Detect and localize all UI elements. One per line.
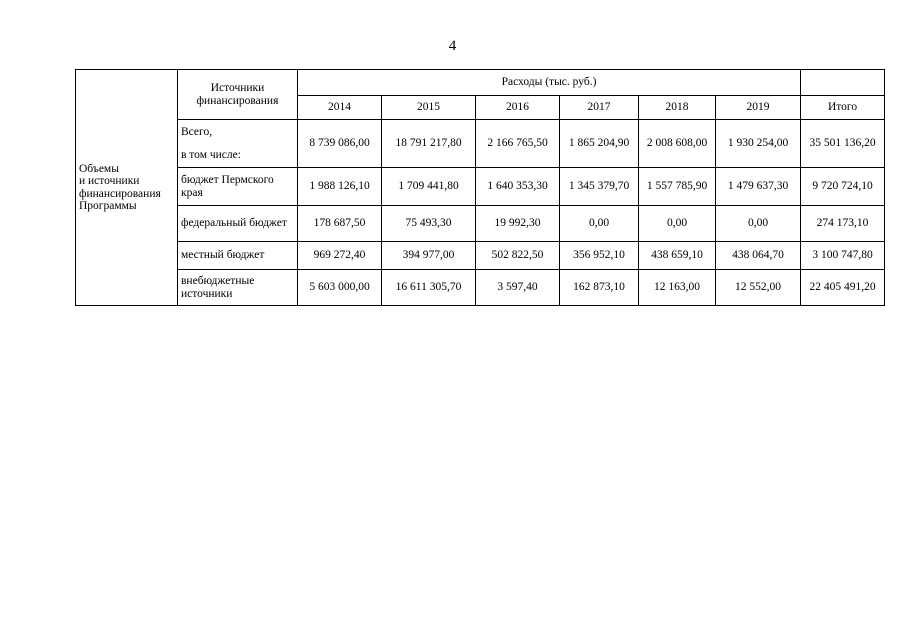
row-value: 1 557 785,90	[639, 168, 716, 206]
row-label: федеральный бюджет	[178, 206, 298, 242]
total-value: 2 008 608,00	[639, 120, 716, 168]
row-value: 394 977,00	[382, 242, 476, 270]
table-row	[76, 270, 885, 306]
row-value: 12 552,00	[716, 270, 801, 306]
year-header: 2014	[298, 96, 382, 120]
total-row-top	[76, 120, 885, 144]
year-header: 2015	[382, 96, 476, 120]
table-row	[76, 168, 885, 206]
total-label-top: Всего,	[178, 120, 298, 144]
page-number: 4	[448, 38, 457, 54]
row-label: местный бюджет	[178, 242, 298, 270]
row-value: 356 952,10	[560, 242, 639, 270]
row-value: 75 493,30	[382, 206, 476, 242]
year-header: 2018	[639, 96, 716, 120]
row-value: 178 687,50	[298, 206, 382, 242]
table-row	[76, 206, 885, 242]
total-header-blank	[801, 70, 885, 96]
year-header: 2019	[716, 96, 801, 120]
row-value: 438 659,10	[639, 242, 716, 270]
row-value: 1 345 379,70	[560, 168, 639, 206]
total-label-bottom: в том числе:	[178, 144, 298, 168]
row-value: 1 988 126,10	[298, 168, 382, 206]
row-total: 22 405 491,20	[801, 270, 885, 306]
total-value: 18 791 217,80	[382, 120, 476, 168]
row-value: 1 640 353,30	[476, 168, 560, 206]
total-sum: 35 501 136,20	[801, 120, 885, 168]
row-value: 12 163,00	[639, 270, 716, 306]
sources-header-text: Источники финансирования	[196, 82, 279, 107]
year-header: 2016	[476, 96, 560, 120]
row-total: 3 100 747,80	[801, 242, 885, 270]
row-value: 969 272,40	[298, 242, 382, 270]
total-value: 2 166 765,50	[476, 120, 560, 168]
row-value: 5 603 000,00	[298, 270, 382, 306]
total-header: Итого	[801, 96, 885, 120]
row-value: 16 611 305,70	[382, 270, 476, 306]
row-total: 9 720 724,10	[801, 168, 885, 206]
group-label-cell	[76, 70, 178, 306]
row-value: 1 479 637,30	[716, 168, 801, 206]
financing-table	[75, 69, 885, 306]
row-value: 0,00	[716, 206, 801, 242]
row-value: 1 709 441,80	[382, 168, 476, 206]
row-value: 162 873,10	[560, 270, 639, 306]
total-value: 1 865 204,90	[560, 120, 639, 168]
row-value: 502 822,50	[476, 242, 560, 270]
row-value: 438 064,70	[716, 242, 801, 270]
header-row-1	[76, 70, 885, 96]
total-value: 1 930 254,00	[716, 120, 801, 168]
row-value: 0,00	[639, 206, 716, 242]
row-total: 274 173,10	[801, 206, 885, 242]
row-value: 19 992,30	[476, 206, 560, 242]
sources-header	[178, 70, 298, 120]
row-value: 3 597,40	[476, 270, 560, 306]
group-label: Объемы и источники финансирования Программы	[79, 163, 161, 212]
table-row	[76, 242, 885, 270]
row-value: 0,00	[560, 206, 639, 242]
row-label: бюджет Пермского края	[178, 168, 298, 206]
total-value: 8 739 086,00	[298, 120, 382, 168]
row-label: внебюджетные источники	[178, 270, 298, 306]
year-header: 2017	[560, 96, 639, 120]
expenses-header: Расходы (тыс. руб.)	[298, 70, 801, 96]
